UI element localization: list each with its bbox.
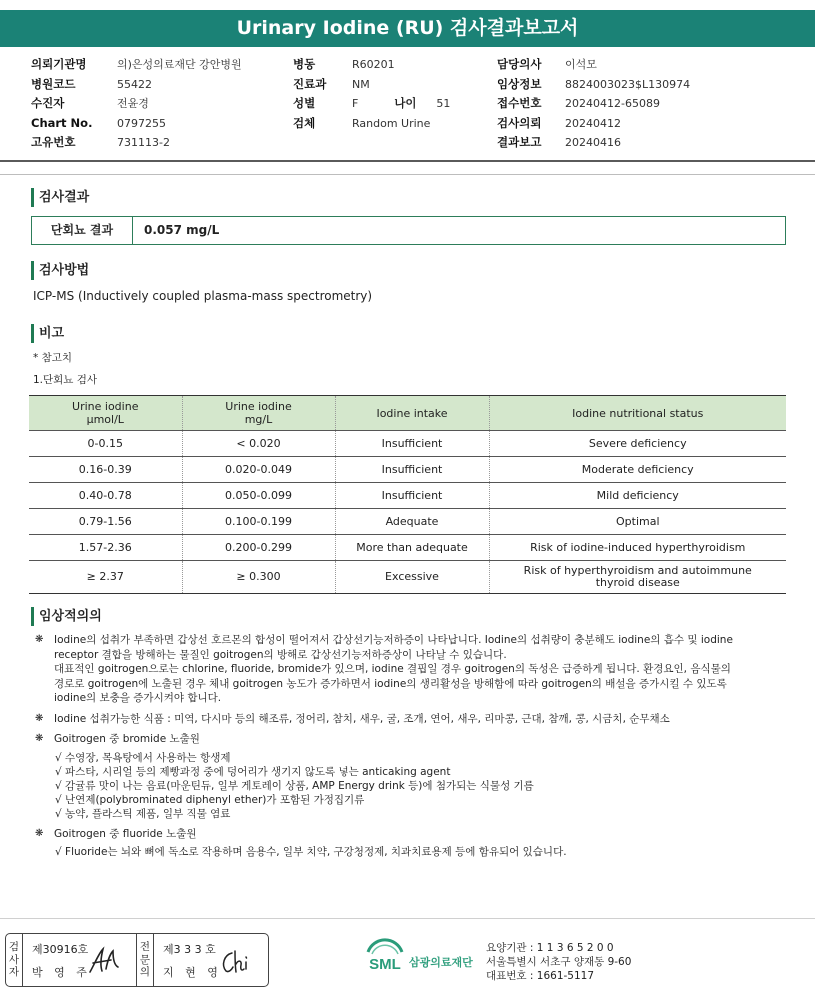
address-line: 요양기관 : 1 1 3 6 5 2 0 0 [486,942,614,954]
table-cell: ≥ 2.37 [29,561,182,594]
info-label: 고유번호 [31,135,76,149]
section-title-result: 검사결과 [31,188,89,207]
info-row [31,94,242,114]
divider [0,174,815,175]
patient-info-col2 [293,55,450,133]
cell-line: Risk of hyperthyroidism and autoimmune [523,564,752,577]
fluoride-list [35,845,785,859]
info-value: 20240412 [565,116,621,130]
result-box [31,216,786,245]
address-line: 서울특별시 서초구 양재동 9-60 [486,956,632,968]
specialist-cell [154,934,268,986]
table-row [29,431,786,457]
section-title-remarks: 비고 [31,324,64,343]
info-value: R60201 [352,58,395,71]
info-row [497,75,690,95]
info-value: 8824003023$L130974 [565,77,691,91]
sml-logo-icon [362,938,408,980]
info-label: 병원코드 [31,76,76,91]
info-row [293,75,450,95]
bromide-list [35,751,785,821]
info-label: 결과보고 [497,135,542,149]
column-header: Iodine intake [335,396,489,431]
table-cell: Moderate deficiency [489,457,786,483]
info-row [293,114,450,134]
info-value: 의)은성의료재단 강안병원 [117,58,242,71]
clinical-paragraph [35,827,785,842]
info-label: 접수번호 [497,96,542,110]
info-value: F [352,97,359,110]
info-row [31,133,242,153]
info-row [293,55,450,75]
table-cell: More than adequate [335,535,489,561]
foundation-name: 삼광의료재단 [409,956,473,969]
table-cell: 0-0.15 [29,431,182,457]
specialist-label: 전 문 의 [137,934,154,986]
info-label: 병동 [293,57,316,71]
table-cell: 0.200-0.299 [182,535,335,561]
tester-signature-icon [87,945,121,977]
info-value: 20240412-65089 [565,97,660,110]
specialist-signature-icon [218,945,252,977]
table-cell: Excessive [335,561,489,594]
info-value: Random Urine [352,116,431,130]
reference-table [29,395,786,594]
specialist-name: 지 현 영 [163,966,222,979]
info-row [497,114,690,134]
table-cell: 0.100-0.199 [182,509,335,535]
text-line: 대표적인 goitrogen으로는 chlorine, fluoride, bromide가 있으며, iodine 결핍일 경우 goitrogen의 독성은 급증하게 됩니다. 환경요인, 음식물의 [54,663,731,675]
text-line: Goitrogen 중 fluoride 노출원 [54,827,197,840]
info-value: 이석모 [565,58,597,71]
result-value: 0.057 mg/L [144,223,220,237]
header-line: Urine iodine [225,400,292,413]
header-line: μmol/L [86,413,124,426]
column-header [29,396,182,431]
table-row [29,483,786,509]
info-row [31,75,242,95]
cell-line: thyroid disease [595,576,680,589]
list-item: √ Fluoride는 뇌와 뼈에 독소로 작용하며 음용수, 일부 치약, 구강청정제, 치과치료용제 등에 함유되어 있습니다. [55,846,567,858]
list-item: √ 감귤류 맛이 나는 음료(마운틴듀, 일부 게토레이 상품, AMP Energy drink 등)에 첨가되는 식물성 기름 [55,779,534,792]
info-label: 담당의사 [497,57,542,71]
info-value: 전윤경 [117,97,149,110]
logo-mark: SML [369,956,401,973]
text-line: iodine의 보충을 증가시켜야 합니다. [54,692,222,704]
list-item: √ 파스타, 시리얼 등의 제빵과정 중에 덩어리가 생기지 않도록 넣는 anticaking agent [55,765,451,778]
info-value: 731113-2 [117,136,170,149]
table-cell [489,561,786,594]
table-cell: 0.40-0.78 [29,483,182,509]
table-cell: 0.050-0.099 [182,483,335,509]
info-value: 55422 [117,77,152,91]
bullet-icon: ❋ [35,712,44,724]
column-header: Iodine nutritional status [489,396,786,431]
tester-name: 박 영 주 [32,966,91,979]
tester-label: 검 사 자 [6,934,23,986]
clinical-content [35,633,785,859]
age-label: 나이 [394,96,417,110]
info-label: 진료과 [293,76,327,91]
signature-box [5,933,269,987]
info-row [497,55,690,75]
table-cell: ≥ 0.300 [182,561,335,594]
reference-note: * 참고치 [33,352,73,364]
tester-license-no: 제30916호 [32,943,89,956]
table-row [29,535,786,561]
patient-info-col3 [497,55,690,153]
report-header [0,10,815,47]
method-text: ICP-MS (Inductively coupled plasma-mass spectrometry) [33,289,373,303]
list-item: √ 수영장, 목욕탕에서 사용하는 항생제 [55,751,231,764]
info-value: NM [352,77,370,91]
patient-info-col1 [31,55,242,153]
info-row [497,94,690,114]
info-row [31,114,242,134]
tester-cell [23,934,137,986]
info-row [497,133,690,153]
table-cell: 0.16-0.39 [29,457,182,483]
info-label: 의뢰기관명 [31,57,87,71]
text-line: receptor 결합을 방해하는 물질인 goitrogen의 방해로 갑상선기능저하증상이 나타날 수 있습니다. [54,648,507,661]
info-label: 검사의뢰 [497,115,542,130]
clinical-paragraph [35,633,785,706]
info-label: 성별 [293,96,316,110]
table-row [29,561,786,594]
table-header-row [29,396,786,431]
table-cell: Insufficient [335,431,489,457]
text-line: 경로로 goitrogen에 노출된 경우 체내 goitrogen 농도가 증가하면서 iodine의 생리활성을 방해함에 따라 goitrogen의 배설을 증가시킬 수 있도록 [54,677,727,690]
table-cell: Severe deficiency [489,431,786,457]
bullet-icon: ❋ [35,634,44,645]
info-label: 검체 [293,115,316,130]
table-cell: Adequate [335,509,489,535]
info-label: Chart No. [31,115,93,130]
report-title: Urinary Iodine (RU) 검사결과보고서 [236,17,579,39]
list-item: √ 농약, 플라스틱 제품, 일부 직물 염료 [55,807,231,820]
table-cell: Optimal [489,509,786,535]
table-cell: Insufficient [335,457,489,483]
text-line: Iodine의 섭취가 부족하면 갑상선 호르몬의 합성이 떨어져서 갑상선기능저하증이 나타납니다. Iodine의 섭취량이 충분해도 iodine의 흡수 및 iodine [54,634,733,646]
address-block [486,941,631,983]
info-value: 0797255 [117,116,166,130]
reference-subtitle: 1.단회뇨 검사 [33,374,98,386]
table-cell: 0.020-0.049 [182,457,335,483]
result-label: 단회뇨 결과 [32,217,133,244]
table-cell: Mild deficiency [489,483,786,509]
bullet-icon: ❋ [35,733,44,744]
table-cell: Risk of iodine-induced hyperthyroidism [489,535,786,561]
divider [0,160,815,162]
section-title-clinical: 임상적의의 [31,607,102,626]
address-line: 대표번호 : 1661-5117 [486,970,595,982]
clinical-paragraph [35,732,785,747]
info-row [293,94,450,114]
clinical-paragraph [35,712,785,727]
info-label: 임상정보 [497,76,542,91]
list-item: √ 난연제(polybrominated diphenyl ether)가 포함된 가정집기류 [55,793,365,806]
footer-divider [0,918,815,919]
table-cell: 1.57-2.36 [29,535,182,561]
info-label: 수진자 [31,96,65,110]
header-line: Urine iodine [72,400,139,413]
info-row [31,55,242,75]
info-value: 20240416 [565,136,621,149]
header-line: mg/L [244,413,273,426]
bullet-icon: ❋ [35,827,44,839]
table-row [29,509,786,535]
table-cell: < 0.020 [182,431,335,457]
text-line: Goitrogen 중 bromide 노출원 [54,733,200,745]
table-row [29,457,786,483]
table-cell: Insufficient [335,483,489,509]
table-cell: 0.79-1.56 [29,509,182,535]
age-value: 51 [436,97,451,110]
text-line: Iodine 섭취가능한 식품 : 미역, 다시마 등의 해조류, 정어리, 참치, 새우, 굴, 조개, 연어, 새우, 리마콩, 근대, 참깨, 콩, 시금치, 순무채소 [54,712,670,725]
column-header [182,396,335,431]
section-title-method: 검사방법 [31,261,89,280]
specialist-license-no: 제3 3 3 호 [163,943,216,956]
